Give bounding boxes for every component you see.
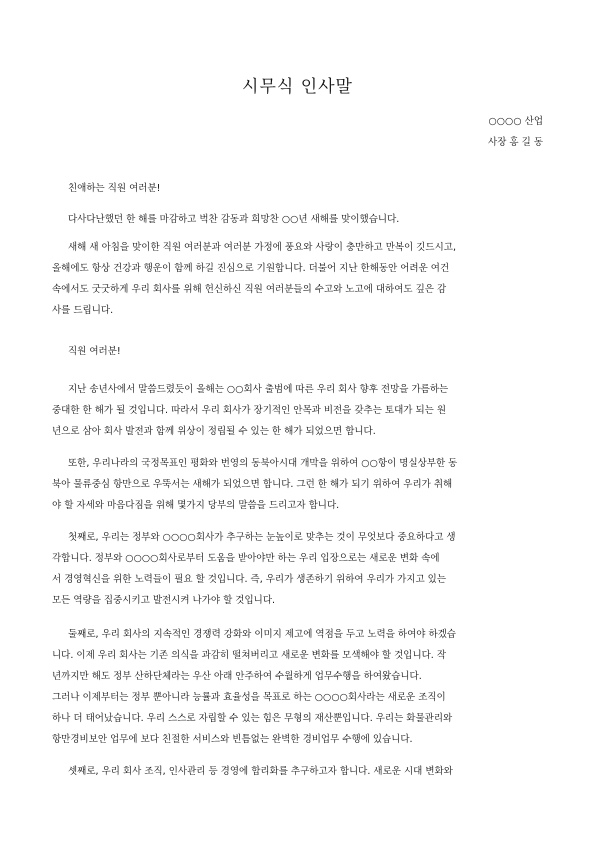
paragraph-line: 그러나 이제부터는 정부 뿐아니라 능률과 효율성을 목표로 하는 ○○○○회사라는 새로운 조직이: [52, 692, 446, 703]
document-title: 시무식 인사말: [242, 77, 353, 97]
paragraph-2: [52, 237, 544, 321]
signer-name: 사장 홍 길 동: [488, 137, 543, 148]
paragraph-line: 사를 드립니다.: [52, 305, 114, 316]
paragraph-3: [52, 341, 544, 362]
salutation: 친애하는 직원 여러분!: [68, 183, 161, 194]
paragraph-line: 직원 여러분!: [68, 346, 121, 357]
paragraph-line: 모든 역량을 집중시키고 발전시켜 나가야 할 것입니다.: [52, 595, 276, 606]
paragraph-4: [52, 379, 544, 442]
paragraph-line: 년까지만 해도 정부 산하단체라는 우산 아래 안주하여 수월하게 업무수행을 하여왔습니다.: [52, 671, 422, 682]
paragraph-line: 년으로 삼아 회사 발전과 함께 위상이 정립될 수 있는 한 해가 되었으면 합니다.: [52, 426, 376, 437]
paragraph-line: 지난 송년사에서 말씀드렸듯이 올해는 ○○회사 출범에 따른 우리 회사 향후 전망을 가름하는: [68, 384, 449, 395]
paragraph-line: 둘째로, 우리 회사의 지속적인 경쟁력 강화와 이미지 제고에 역점을 두고 노력을 하여야 하겠습: [68, 629, 456, 640]
paragraph-line: 북아 물류중심 항만으로 우뚝서는 새해가 되었으면 합니다. 그런 한 해가 되기 위하여 우리가 취해: [52, 479, 453, 490]
paragraph-6: [52, 527, 544, 611]
org-name: ○○○○ 산업: [488, 116, 543, 127]
paragraph-line: 또한, 우리나라의 국정목표인 평화와 번영의 동북아시대 개막을 위하여 ○○항이 명실상부한 동: [68, 458, 458, 469]
paragraph-line: 중대한 한 해가 될 것입니다. 따라서 우리 회사가 장기적인 안목과 비전을 갖추는 토대가 되는 원: [52, 405, 447, 416]
paragraph-line: 니다. 이제 우리 회사는 기존 의식을 과감히 떨쳐버리고 새로운 변화를 모색해야 할 것입니다. 작: [52, 650, 447, 661]
paragraph-8: [52, 761, 544, 782]
paragraph-line: 하나 더 태어났습니다. 우리 스스로 자립할 수 있는 힘은 무형의 재산뿐입니다. 우리는 화물관리와: [52, 713, 453, 724]
paragraph-1: [52, 209, 544, 230]
paragraph-line: 새해 새 아침을 맞이한 직원 여러분과 여러분 가정에 풍요와 사랑이 충만하고 만복이 깃드시고,: [68, 242, 456, 253]
paragraph-line: 셋째로, 우리 회사 조직, 인사관리 등 경영에 합리화를 추구하고자 합니다. 새로운 시대 변화와: [68, 766, 453, 777]
paragraph-line: 다사다난했던 한 해를 마감하고 벅찬 감동과 희망찬 ○○년 새해를 맞이했습니다.: [68, 214, 400, 225]
paragraph-line: 서 경영혁신을 위한 노력들이 필요 할 것입니다. 즉, 우리가 생존하기 위하여 우리가 가지고 있는: [52, 574, 447, 585]
paragraph-line: 각합니다. 정부와 ○○○○회사로부터 도움을 받아야만 하는 우리 입장으로는 새로운 변화 속에: [52, 553, 440, 564]
paragraph-7: [52, 624, 544, 750]
paragraph-line: 항만경비보안 업무에 보다 친절한 서비스와 빈틈없는 완벽한 경비업무 수행에 있습니다.: [52, 734, 413, 745]
paragraph-line: 첫째로, 우리는 정부와 ○○○○회사가 추구하는 눈높이로 맞추는 것이 무엇보다 중요하다고 생: [68, 532, 456, 543]
paragraph-line: 야 할 자세와 마음다짐을 위해 몇가지 당부의 말씀을 드리고자 합니다.: [52, 500, 340, 511]
paragraph-5: [52, 453, 544, 516]
paragraph-line: 올해에도 항상 건강과 행운이 함께 하길 진심으로 기원합니다. 더불어 지난 한해동안 어려운 여건: [52, 263, 450, 274]
paragraph-line: 속에서도 굿굿하게 우리 회사를 위해 헌신하신 직원 여러분들의 수고와 노고에 대하여도 깊은 감: [52, 284, 447, 295]
